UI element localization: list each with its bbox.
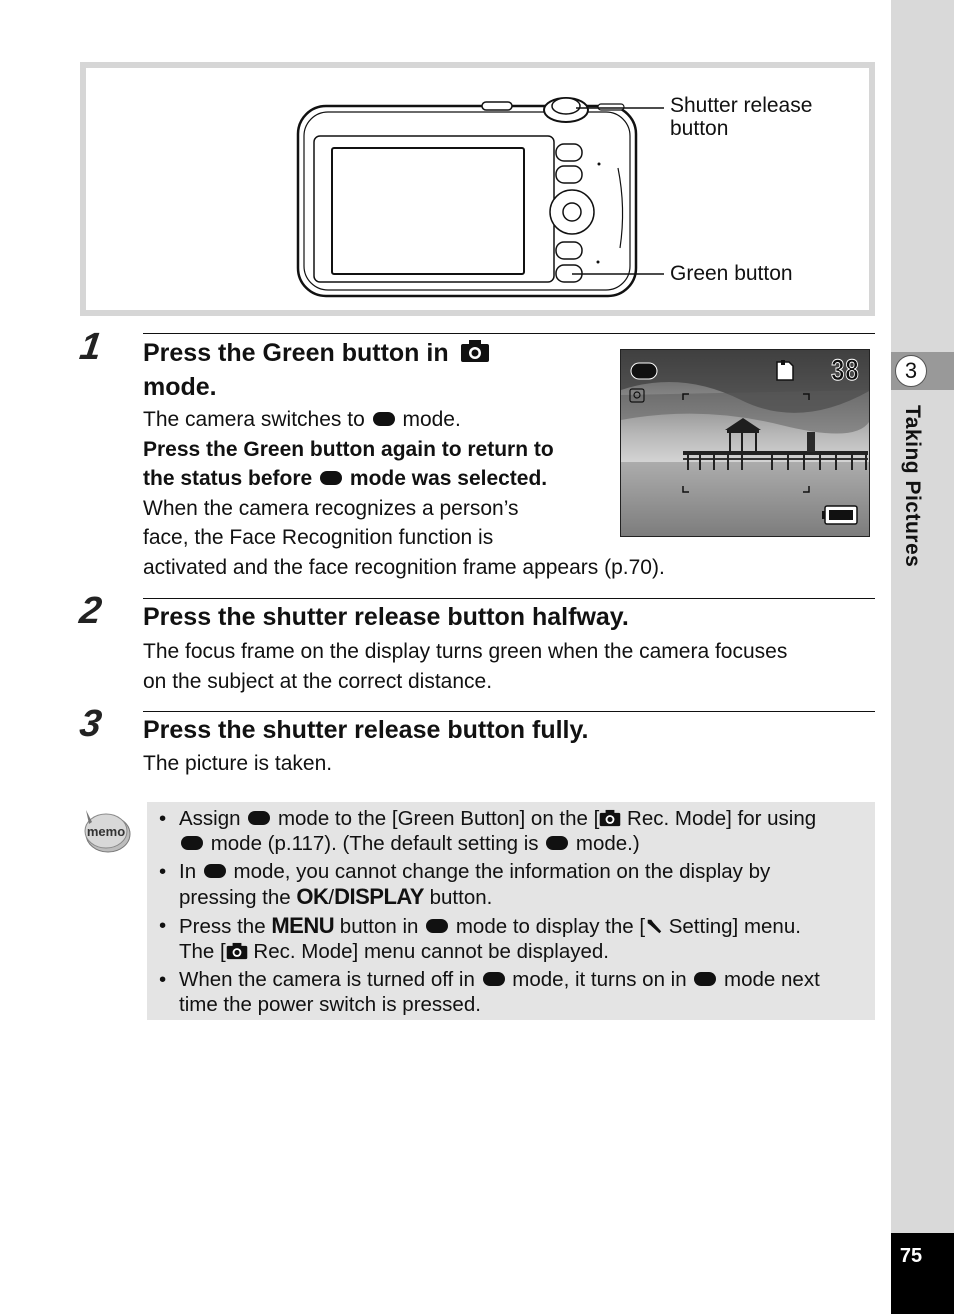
green-mode-icon bbox=[248, 811, 270, 825]
green-mode-icon bbox=[204, 864, 226, 878]
memo-box bbox=[147, 802, 875, 1020]
memo-item-1-e: mode.) bbox=[575, 832, 640, 855]
step-3-title: Press the shutter release button fully. bbox=[143, 716, 589, 744]
step-1-title-text: Press the Green button in bbox=[143, 339, 449, 367]
memo-item-2-b: mode, you cannot change the information on the display by bbox=[233, 860, 771, 883]
menu-key-label: MENU bbox=[271, 913, 335, 938]
step-2-number: 2 bbox=[77, 590, 104, 632]
step-1-body bbox=[143, 405, 613, 553]
remaining-shots: 38 bbox=[830, 354, 859, 387]
chapter-number: 3 bbox=[895, 355, 927, 387]
green-mode-icon bbox=[426, 919, 448, 933]
green-mode-icon bbox=[694, 972, 716, 986]
memo-item-2 bbox=[159, 859, 869, 910]
step-1-title bbox=[143, 336, 543, 404]
green-button-callout: Green button bbox=[670, 262, 793, 285]
step-1-bold-2 bbox=[143, 464, 613, 494]
display-key-label: DISPLAY bbox=[334, 884, 424, 909]
memo-item-2-d: button. bbox=[429, 886, 493, 909]
memo-item-4-b: mode, it turns on in bbox=[512, 968, 687, 991]
step-3-rule bbox=[143, 711, 875, 712]
step-1-line-3: face, the Face Recognition function is bbox=[143, 526, 494, 549]
camera-figure bbox=[80, 62, 875, 316]
memo-item-1-b: mode to the [Green Button] on the [ bbox=[277, 807, 600, 830]
green-mode-icon bbox=[546, 836, 568, 850]
step-1-line-1 bbox=[143, 405, 613, 435]
step-1-bold-2-b: mode was selected. bbox=[349, 467, 548, 490]
memo-item-1-a: Assign bbox=[179, 807, 241, 830]
step-1-line-4: activated and the face recognition frame appears (p.70). bbox=[143, 556, 665, 579]
step-2-body bbox=[143, 637, 875, 696]
memo-item-1-c: Rec. Mode] for using bbox=[627, 807, 817, 830]
memo-item-4 bbox=[159, 967, 869, 1017]
step-3-number: 3 bbox=[77, 703, 104, 745]
wrench-icon bbox=[645, 917, 663, 935]
memo-item-3-b: button in bbox=[339, 915, 419, 938]
svg-text:memo: memo bbox=[86, 824, 126, 839]
step-1-line-2: When the camera recognizes a person’s bbox=[143, 496, 519, 520]
memo-item-3-e: The [ bbox=[179, 940, 226, 963]
step-1-bold-1: Press the Green button again to return to bbox=[143, 437, 554, 461]
memo-item-1 bbox=[159, 806, 869, 856]
memo-item-3 bbox=[159, 913, 869, 964]
step-1-title-mode: mode. bbox=[143, 373, 217, 401]
step-3-line-1: The picture is taken. bbox=[143, 752, 333, 775]
step-1-number: 1 bbox=[77, 326, 104, 368]
step-2-line-2: on the subject at the correct distance. bbox=[143, 669, 493, 693]
page-number: 75 bbox=[899, 1245, 923, 1267]
memo-item-3-c: mode to display the [ bbox=[455, 915, 646, 938]
step-1-line-1-a: The camera switches to bbox=[143, 408, 365, 431]
memo-item-4-d: time the power switch is pressed. bbox=[179, 993, 481, 1016]
green-mode-icon bbox=[320, 471, 342, 485]
memo-list bbox=[159, 806, 869, 1020]
step-1-rule bbox=[143, 333, 875, 334]
memo-item-3-a: Press the bbox=[179, 915, 266, 938]
page-number-box bbox=[891, 1233, 954, 1314]
sidebar-strip bbox=[891, 0, 954, 1314]
shutter-release-callout: Shutter release button bbox=[670, 94, 813, 140]
memo-item-3-f: Rec. Mode] menu cannot be displayed. bbox=[253, 940, 609, 963]
memo-item-2-a: In bbox=[179, 860, 197, 883]
step-2-rule bbox=[143, 598, 875, 599]
memo-item-3-d: Setting] menu. bbox=[668, 915, 801, 938]
ok-key-label: OK bbox=[296, 884, 329, 909]
memo-item-4-a: When the camera is turned off in bbox=[179, 968, 475, 991]
step-2-title: Press the shutter release button halfway. bbox=[143, 603, 629, 631]
camera-icon bbox=[460, 339, 490, 363]
lcd-preview-image bbox=[620, 349, 870, 537]
green-mode-icon bbox=[373, 412, 395, 426]
camera-icon bbox=[226, 942, 248, 960]
memo-item-4-c: mode next bbox=[724, 968, 820, 991]
step-1-line-1-b: mode. bbox=[402, 408, 461, 431]
key-separator: / bbox=[328, 886, 335, 909]
step-1-bold-2-a: the status before bbox=[143, 467, 313, 490]
chapter-title: Taking Pictures bbox=[901, 405, 924, 568]
memo-icon bbox=[80, 808, 132, 854]
green-mode-icon bbox=[483, 972, 505, 986]
memo-item-1-d: mode (p.117). (The default setting is bbox=[210, 832, 539, 855]
green-mode-icon bbox=[181, 836, 203, 850]
memo-item-2-c: pressing the bbox=[179, 886, 291, 909]
step-2-line-1: The focus frame on the display turns green when the camera focuses bbox=[143, 640, 788, 663]
camera-icon bbox=[599, 809, 621, 827]
